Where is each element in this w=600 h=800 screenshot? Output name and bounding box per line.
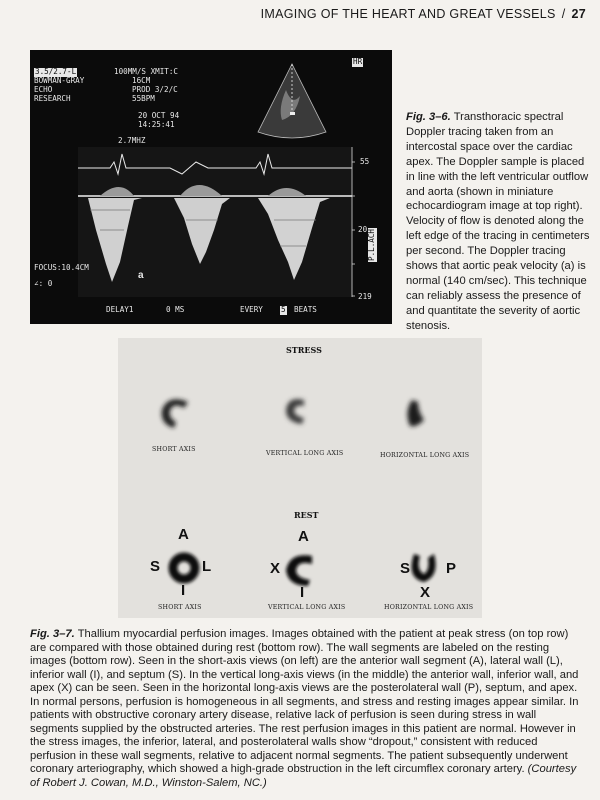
every-value: 5 (281, 305, 286, 314)
velocity-scale-ticks (352, 162, 355, 296)
running-header (261, 7, 586, 21)
segment-label-apex-horizontal: X (420, 584, 431, 601)
doppler-graphics (30, 50, 392, 324)
stress-vertical-long-axis-blob (286, 399, 304, 424)
doppler-tracing-image (30, 50, 392, 324)
segment-label-apex-vertical: X (270, 560, 281, 577)
page-number: 27 (571, 7, 586, 21)
stress-short-axis-label: SHORT AXIS (152, 446, 196, 453)
sweep-speed: 100MM/S XMIT:C (114, 67, 179, 76)
stress-horizontal-label: HORIZONTAL LONG AXIS (380, 452, 470, 459)
thallium-perfusion-image (118, 338, 482, 618)
prod-readout: PROD 3/2/C (132, 85, 178, 94)
rest-short-axis-ring (173, 557, 195, 579)
depth-readout: 16CM (132, 76, 151, 85)
perfusion-graphics (118, 338, 482, 618)
exam-date: 20 OCT 94 (138, 111, 180, 120)
research-line: RESEARCH (34, 94, 71, 103)
every-label: EVERY (240, 305, 263, 314)
fig-3-7-label: Fig. 3–7. (30, 628, 75, 640)
fig-3-6-caption (406, 110, 590, 334)
rest-title: REST (294, 510, 319, 520)
rest-vertical-long-axis-blob (286, 555, 312, 586)
probe-setting: 3.5/2.7-L (35, 67, 77, 76)
stress-vertical-label: VERTICAL LONG AXIS (266, 450, 344, 457)
peak-velocity-label: a (138, 270, 144, 281)
running-title: IMAGING OF THE HEART AND GREAT VESSELS (260, 7, 556, 21)
segment-label-septum-short: S (150, 558, 161, 575)
heart-rate-readout: 55BPM (132, 94, 155, 103)
rest-horizontal-label: HORIZONTAL LONG AXIS (384, 604, 474, 611)
rest-horizontal-long-axis-blob (412, 554, 436, 582)
fig-3-7-caption-text: Thallium myocardial perfusion images. Images obtained with the patient at peak stress (on top row) are compared with those obtained during rest (bottom row). The wall segments are labeled on the resting images (bottom row). Seen in the short-axis views (on left) are the anterior wall segment (A), lateral wall (L), inferior wall (I), and septum (S). In the vertical long-axis views (in the middle) the anterior wall, inferior wall, and apex (X) can be seen. Seen in the horizontal long-axis views are the posterolateral wall (P), septum, and apex. In normal persons, perfusion is homogeneous in all segments, and stress and resting images appear similar. In patients with obstructive coronary artery disease, relative lack of perfusion is seen during stress in wall segments supplied by the obstructed arteries. The rest perfusion images in this patient are normal. However in the stress images, the inferior, lateral, and posterolateral walls show “dropout,” consistent with reduced perfusion in these wall segments, relative to adjacent normal segments. The patient subsequently underwent coronary arteriography, which showed a high-grade obstruction in the left circumflex coronary artery. (30, 628, 579, 775)
scale-mid-value: 20 (358, 225, 368, 234)
segment-label-anterior-vertical: A (298, 528, 309, 545)
segment-label-inferior-short: I (181, 582, 186, 599)
rest-vertical-label: VERTICAL LONG AXIS (268, 604, 346, 611)
delay-label: DELAY1 (106, 305, 134, 314)
exam-time: 14:25:41 (138, 120, 175, 129)
fig-3-6-caption-text: Transthoracic spectral Doppler tracing taken from an intercostal space over the cardiac apex. The Doppler sample is placed in line with the left ventricular outflow and aorta (shown in miniature echocardiogram image at top right). Velocity of flow is denoted along the left edge of the tracing in centimeters per second. The Doppler tracing shows that aortic peak velocity (a) is normal (140 cm/sec). This technique can reliably assess the presence of and quantitate the severity of aortic stenosis. (406, 111, 590, 332)
sample-gate (290, 112, 295, 115)
beats-label: BEATS (294, 305, 317, 314)
institution-line: BOWMAN-GRAY (34, 76, 85, 85)
stress-horizontal-long-axis-blob (407, 400, 424, 426)
frequency-readout: 2.7MHZ (118, 136, 146, 145)
stress-short-axis-blob (162, 399, 188, 428)
segment-label-inferior-vertical: I (300, 584, 305, 601)
hr-badge: HR (353, 57, 363, 66)
stress-title: STRESS (286, 345, 322, 355)
scale-bottom-value: 219 (358, 292, 372, 301)
fig-3-7-caption (30, 628, 586, 790)
side-vertical-label: P.L.ACH (367, 228, 376, 261)
header-separator: / (561, 7, 566, 21)
rest-short-axis-label: SHORT AXIS (158, 604, 202, 611)
angle-readout: ∠: 0 (34, 279, 53, 288)
delay-value: 0 MS (166, 305, 185, 314)
segment-label-septum-horizontal: S (400, 560, 411, 577)
segment-label-anterior-short: A (178, 526, 189, 543)
fig-3-6-label: Fig. 3–6. (406, 111, 451, 123)
focus-readout: FOCUS:10.4CM (34, 263, 89, 272)
segment-label-lateral-short: L (202, 558, 212, 575)
fig-3-7-credit: (Courtesy of Robert J. Cowan, M.D., Winston-Salem, NC.) (30, 763, 577, 789)
segment-label-posterolateral-horizontal: P (446, 560, 457, 577)
mode-line: ECHO (34, 85, 53, 94)
scale-top-value: 55 (360, 157, 370, 166)
